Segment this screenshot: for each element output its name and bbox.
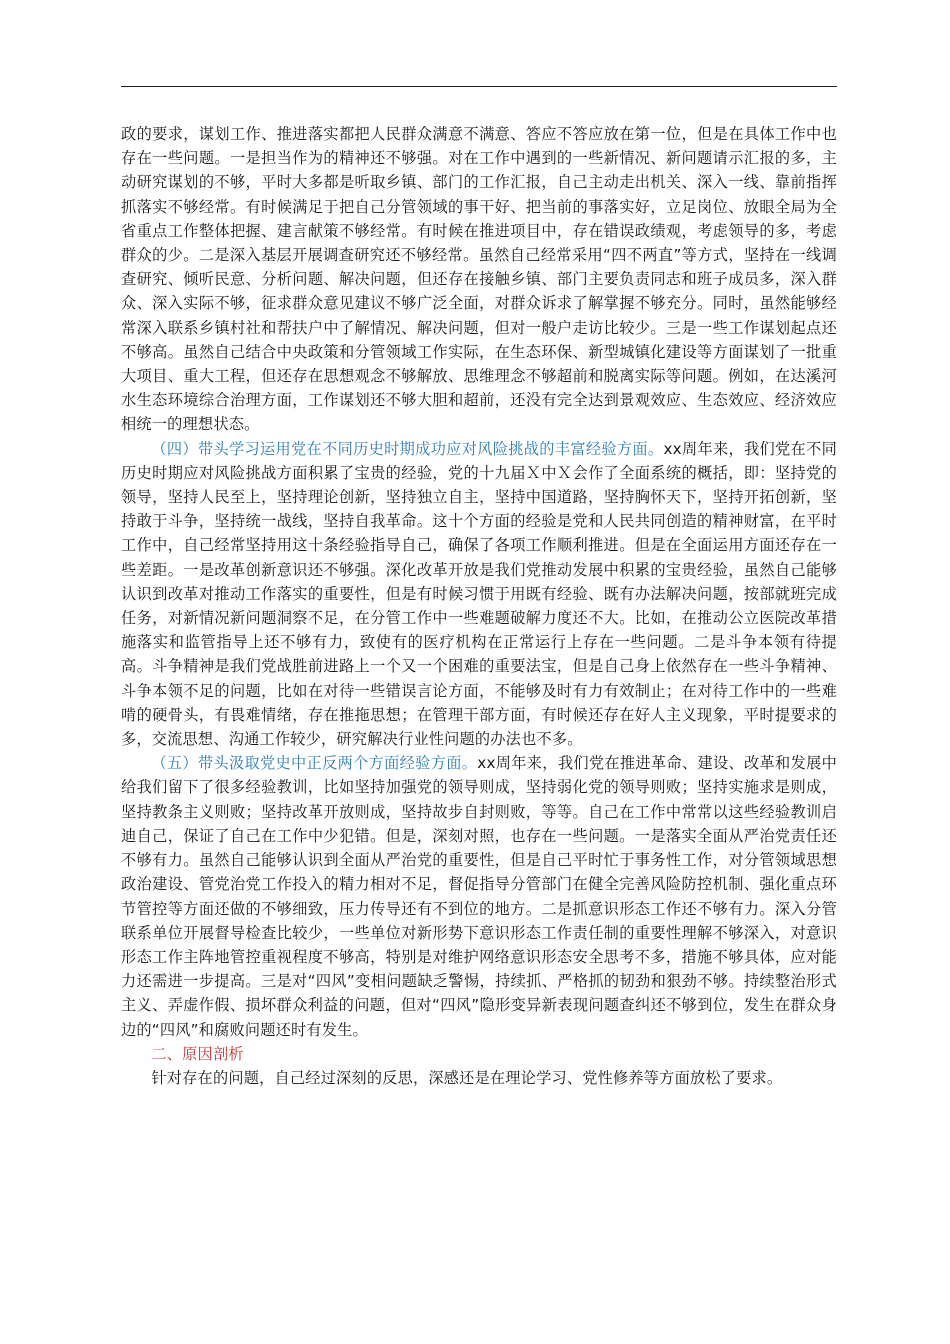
document-body: [121, 122, 837, 1090]
cause-analysis-heading: 二、原因剖析: [151, 1044, 244, 1063]
paragraph-section-4: [121, 437, 837, 752]
section-5-heading: （五）带头汲取党史中正反两个方面经验方面。: [151, 754, 478, 773]
cause-analysis-body: 针对存在的问题，自己经过深刻的反思，深感还是在理论学习、党性修养等方面放松了要求。: [151, 1068, 783, 1087]
header-rule: [121, 86, 837, 87]
paragraph-section-5: [121, 751, 837, 1041]
section-5-body: xx周年来，我们党在推进革命、建设、改革和发展中给我们留下了很多经验教训，比如坚持加强党的领导则成，坚持弱化党的领导则败；坚持实施求是则成，坚持教条主义则败；坚持改革开放则成，坚持故步自封则败，等等。自己在工作中常常以这些经验教训启迪自己，保证了自己在工作中少犯错。但是，深刻对照，也存在一些问题。一是落实全面从严治党责任还不够有力。虽然自己能够认识到全面从严治党的重要性，但是自己平时忙于事务性工作，对分管领域思想政治建设、管党治党工作投入的精力相对不足，督促指导分管部门在健全完善风险防控机制、强化重点环节管控等方面还做的不够细致，压力传导还有不到位的地方。二是抓意识形态工作还不够有力。深入分管联系单位开展督导检查比较少，一些单位对新形势下意识形态工作责任制的重要性理解不够深入，对意识形态工作主阵地管控重视程度不够高，特别是对维护网络意识形态安全思考不多，措施不够具体，应对能力还需进一步提高。三是对“四风”变相问题缺乏警惕，持续抓、严格抓的韧劲和狠劲不够。持续整治形式主义、弄虚作假、损坏群众利益的问题，但对“四风”隐形变异新表现问题查纠还不够到位，发生在群众身边的“四风”和腐败问题还时有发生。: [121, 754, 837, 1039]
section-4-heading: （四）带头学习运用党在不同历史时期成功应对风险挑战的丰富经验方面。: [151, 439, 664, 458]
section-4-body: xx周年来，我们党在不同历史时期应对风险挑战方面积累了宝贵的经验，党的十九届Ｘ中Ｘ会作了全面系统的概括，即：坚持党的领导，坚持人民至上，坚持理论创新，坚持独立自主，坚持中国道路，坚持胸怀天下，坚持开拓创新，坚持敢于斗争，坚持统一战线，坚持自我革命。这十个方面的经验是党和人民共同创造的精神财富，在平时工作中，自己经常坚持用这十条经验指导自己，确保了各项工作顺利推进。但是在全面运用方面还存在一些差距。一是改革创新意识还不够强。深化改革开放是我们党推动发展中积累的宝贵经验，虽然自己能够认识到改革对推动工作落实的重要性，但是有时候习惯于用既有经验、既有办法解决问题，按部就班完成任务，对新情况新问题洞察不足，在分管工作中一些难题破解力度还不大。比如，在推动公立医院改革措施落实和监管指导上还不够有力，致使有的医疗机构在正常运行上存在一些问题。二是斗争本领有待提高。斗争精神是我们党战胜前进路上一个又一个困难的重要法宝，但是自己身上依然存在一些斗争精神、斗争本领不足的问题，比如在对待一些错误言论方面，不能够及时有力有效制止；在对待工作中的一些难啃的硬骨头，有畏难情绪，存在推拖思想；在管理干部方面，有时候还存在好人主义现象，平时提要求的多，交流思想、沟通工作较少，研究解决行业性问题的办法也不多。: [121, 439, 837, 749]
paragraph-continuation: 政的要求，谋划工作、推进落实都把人民群众满意不满意、答应不答应放在第一位，但是在具体工作中也存在一些问题。一是担当作为的精神还不够强。对在工作中遇到的一些新情况、新问题请示汇报的多，主动研究谋划的不够，平时大多都是听取乡镇、部门的工作汇报，自己主动走出机关、深入一线、靠前指挥抓落实不够经常。有时候满足于把自己分管领域的事干好、把当前的事落实好，立足岗位、放眼全局为全省重点工作整体把握、建言献策不够经常。有时候在推进项目中，存在错误政绩观，考虑领导的多，考虑群众的少。二是深入基层开展调查研究还不够经常。虽然自己经常采用“四不两直”等方式，坚持在一线调查研究、倾听民意、分析问题、解决问题，但还存在接触乡镇、部门主要负责同志和班子成员多，深入群众、深入实际不够，征求群众意见建议不够广泛全面，对群众诉求了解掌握不够充分。同时，虽然能够经常深入联系乡镇村社和帮扶户中了解情况、解决问题，但对一般户走访比较少。三是一些工作谋划起点还不够高。虽然自己结合中央政策和分管领域工作实际，在生态环保、新型城镇化建设等方面谋划了一批重大项目、重大工程，但还存在思想观念不够解放、思维理念不够超前和脱离实际等问题。例如，在达溪河水生态环境综合治理方面，工作谋划还不够大胆和超前，还没有完全达到景观效应、生态效应、经济效应相统一的理想状态。: [121, 125, 837, 434]
